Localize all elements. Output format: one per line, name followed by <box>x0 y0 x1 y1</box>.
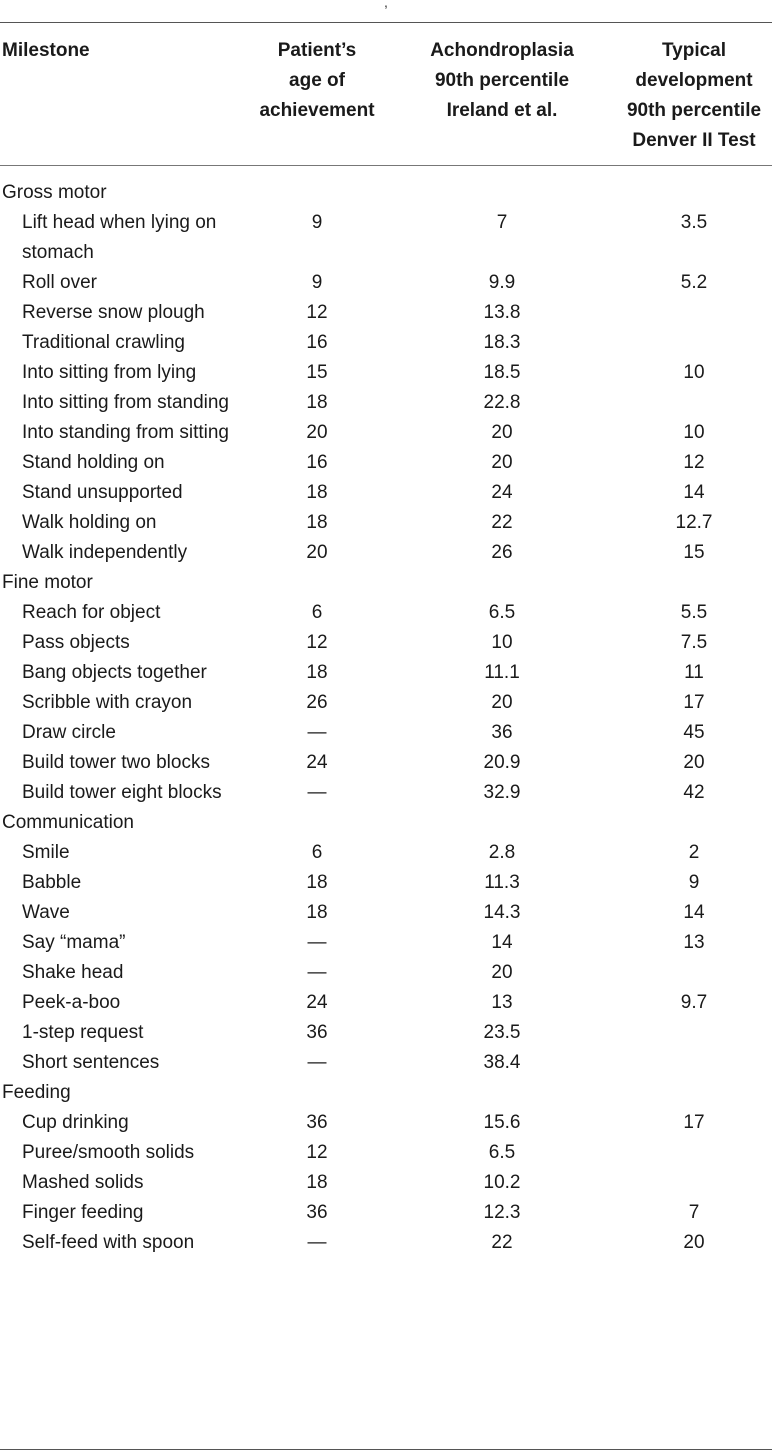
milestone-label: Into sitting from lying <box>22 362 197 383</box>
typical-development-cell: 15 <box>683 542 705 563</box>
milestone-label: Cup drinking <box>22 1112 129 1133</box>
patient-age-cell: 18 <box>306 902 328 923</box>
group-row <box>0 1078 772 1108</box>
milestone-label: Build tower eight blocks <box>22 782 222 803</box>
table-row <box>0 268 772 298</box>
achondroplasia-cell: 13 <box>491 992 513 1013</box>
table-body <box>0 178 772 1258</box>
table-row <box>0 448 772 478</box>
group-row <box>0 568 772 598</box>
table-row <box>0 1048 772 1078</box>
patient-age-cell: 36 <box>306 1022 328 1043</box>
header-patient-age: Patient’s age of achievement <box>259 40 375 121</box>
patient-age-cell: 12 <box>306 1142 328 1163</box>
typical-development-cell: 42 <box>683 782 705 803</box>
milestone-label: Into standing from sitting <box>22 422 229 443</box>
milestone-label: Traditional crawling <box>22 332 185 353</box>
patient-age-cell: 6 <box>311 602 323 623</box>
milestone-label: Stand unsupported <box>22 482 183 503</box>
typical-development-cell: 7 <box>688 1202 700 1223</box>
patient-age-cell: 16 <box>306 452 328 473</box>
table-row <box>0 1198 772 1228</box>
milestone-label: Bang objects together <box>22 662 207 683</box>
patient-age-cell: 6 <box>311 842 323 863</box>
achondroplasia-cell: 2.8 <box>488 842 516 863</box>
typical-development-cell: 20 <box>683 752 705 773</box>
table-header <box>0 36 772 156</box>
achondroplasia-cell: 20 <box>491 692 513 713</box>
milestone-label: Mashed solids <box>22 1172 144 1193</box>
milestone-label: Peek-a-boo <box>22 992 121 1013</box>
patient-age-cell: 36 <box>306 1112 328 1133</box>
table-row <box>0 418 772 448</box>
typical-development-cell: 12.7 <box>675 512 713 533</box>
patient-age-cell: — <box>307 1232 327 1253</box>
achondroplasia-cell: 6.5 <box>488 602 516 623</box>
achondroplasia-cell: 23.5 <box>483 1022 521 1043</box>
achondroplasia-cell: 15.6 <box>483 1112 521 1133</box>
patient-age-cell: 20 <box>306 422 328 443</box>
table-row <box>0 1138 772 1168</box>
patient-age-cell: — <box>307 1052 327 1073</box>
typical-development-cell: 20 <box>683 1232 705 1253</box>
patient-age-cell: 18 <box>306 482 328 503</box>
milestone-label: Draw circle <box>22 722 116 743</box>
table-row <box>0 928 772 958</box>
typical-development-cell: 14 <box>683 902 705 923</box>
patient-age-cell: 24 <box>306 992 328 1013</box>
table-header-rule <box>0 165 772 166</box>
patient-age-cell: 18 <box>306 872 328 893</box>
achondroplasia-cell: 14.3 <box>483 902 521 923</box>
achondroplasia-cell: 7 <box>496 212 508 233</box>
milestone-label: Finger feeding <box>22 1202 144 1223</box>
header-achondroplasia: Achondroplasia 90th percentile Ireland et al. <box>430 40 574 121</box>
typical-development-cell: 14 <box>683 482 705 503</box>
patient-age-cell: 12 <box>306 632 328 653</box>
milestone-label: Shake head <box>22 962 124 983</box>
achondroplasia-cell: 20.9 <box>483 752 521 773</box>
achondroplasia-cell: 22 <box>491 1232 513 1253</box>
patient-age-cell: 9 <box>311 272 323 293</box>
table-row <box>0 1018 772 1048</box>
achondroplasia-cell: 6.5 <box>488 1142 516 1163</box>
achondroplasia-cell: 18.5 <box>483 362 521 383</box>
typical-development-cell: 9.7 <box>680 992 708 1013</box>
achondroplasia-cell: 20 <box>491 452 513 473</box>
group-label: Communication <box>2 812 134 833</box>
achondroplasia-cell: 22.8 <box>483 392 521 413</box>
patient-age-cell: 16 <box>306 332 328 353</box>
patient-age-cell: 18 <box>306 512 328 533</box>
patient-age-cell: 9 <box>311 212 323 233</box>
achondroplasia-cell: 10.2 <box>483 1172 521 1193</box>
table-row <box>0 958 772 988</box>
table-row <box>0 898 772 928</box>
achondroplasia-cell: 20 <box>491 422 513 443</box>
achondroplasia-cell: 22 <box>491 512 513 533</box>
typical-development-cell: 12 <box>683 452 705 473</box>
milestone-label: Short sentences <box>22 1052 160 1073</box>
table-row <box>0 388 772 418</box>
achondroplasia-cell: 26 <box>491 542 513 563</box>
milestone-label: Walk holding on <box>22 512 157 533</box>
patient-age-cell: — <box>307 932 327 953</box>
achondroplasia-cell: 13.8 <box>483 302 521 323</box>
typical-development-cell: 13 <box>683 932 705 953</box>
patient-age-cell: 20 <box>306 542 328 563</box>
group-label: Fine motor <box>2 572 93 593</box>
milestone-label: Say “mama” <box>22 932 126 953</box>
achondroplasia-cell: 20 <box>491 962 513 983</box>
typical-development-cell: 45 <box>683 722 705 743</box>
patient-age-cell: 18 <box>306 662 328 683</box>
group-row <box>0 178 772 208</box>
patient-age-cell: — <box>307 962 327 983</box>
table-row <box>0 688 772 718</box>
typical-development-cell: 5.2 <box>680 272 708 293</box>
milestone-label: 1-step request <box>22 1022 144 1043</box>
table-row <box>0 988 772 1018</box>
typical-development-cell: 2 <box>688 842 700 863</box>
patient-age-cell: 24 <box>306 752 328 773</box>
table-row <box>0 538 772 568</box>
milestone-label: Pass objects <box>22 632 130 653</box>
table-row <box>0 778 772 808</box>
table-row <box>0 718 772 748</box>
patient-age-cell: 12 <box>306 302 328 323</box>
achondroplasia-cell: 36 <box>491 722 513 743</box>
achondroplasia-cell: 9.9 <box>488 272 516 293</box>
patient-age-cell: 18 <box>306 392 328 413</box>
typical-development-cell: 17 <box>683 1112 705 1133</box>
table-row <box>0 868 772 898</box>
typical-development-cell: 5.5 <box>680 602 708 623</box>
typical-development-cell: 17 <box>683 692 705 713</box>
header-typical-development: Typical development 90th percentile Denver II Test <box>626 40 762 151</box>
achondroplasia-cell: 12.3 <box>483 1202 521 1223</box>
milestone-label: Babble <box>22 872 82 893</box>
milestone-label: Into sitting from standing <box>22 392 229 413</box>
milestone-label: Scribble with crayon <box>22 692 193 713</box>
milestone-label: Reverse snow plough <box>22 302 205 323</box>
milestone-label: Stand holding on <box>22 452 165 473</box>
patient-age-cell: 36 <box>306 1202 328 1223</box>
achondroplasia-cell: 24 <box>491 482 513 503</box>
achondroplasia-cell: 11.1 <box>484 662 520 683</box>
table-row <box>0 748 772 778</box>
table-row <box>0 658 772 688</box>
table-row <box>0 628 772 658</box>
patient-age-cell: 15 <box>306 362 328 383</box>
group-row <box>0 808 772 838</box>
group-label: Gross motor <box>2 182 107 203</box>
table-row <box>0 208 772 268</box>
milestone-label: Puree/smooth solids <box>22 1142 195 1163</box>
patient-age-cell: 18 <box>306 1172 328 1193</box>
top-mark: , <box>384 0 388 10</box>
achondroplasia-cell: 10 <box>491 632 513 653</box>
table-row <box>0 478 772 508</box>
patient-age-cell: 26 <box>306 692 328 713</box>
typical-development-cell: 11 <box>684 662 704 683</box>
achondroplasia-cell: 14 <box>491 932 513 953</box>
achondroplasia-cell: 32.9 <box>483 782 521 803</box>
table-row <box>0 1108 772 1138</box>
group-label: Feeding <box>2 1082 71 1103</box>
typical-development-cell: 10 <box>683 362 705 383</box>
table-row <box>0 838 772 868</box>
header-milestone: Milestone <box>2 40 90 61</box>
achondroplasia-cell: 18.3 <box>483 332 521 353</box>
achondroplasia-cell: 11.3 <box>484 872 520 893</box>
milestone-label: Wave <box>22 902 70 923</box>
table-row <box>0 1168 772 1198</box>
milestone-label: Roll over <box>22 272 97 293</box>
milestone-label: Reach for object <box>22 602 161 623</box>
milestone-label: Self-feed with spoon <box>22 1232 195 1253</box>
patient-age-cell: — <box>307 722 327 743</box>
milestone-label: Walk independently <box>22 542 188 563</box>
milestone-label: Smile <box>22 842 70 863</box>
table-bottom-rule <box>0 1449 772 1450</box>
typical-development-cell: 3.5 <box>680 212 708 233</box>
table-row <box>0 508 772 538</box>
typical-development-cell: 7.5 <box>680 632 708 653</box>
milestone-label: Build tower two blocks <box>22 752 210 773</box>
table-row <box>0 298 772 328</box>
typical-development-cell: 9 <box>688 872 700 893</box>
table-row <box>0 358 772 388</box>
table-top-rule <box>0 22 772 23</box>
achondroplasia-cell: 38.4 <box>483 1052 521 1073</box>
table-row <box>0 1228 772 1258</box>
table-row <box>0 598 772 628</box>
patient-age-cell: — <box>307 782 327 803</box>
milestone-label: Lift head when lying on stomach <box>22 212 217 263</box>
typical-development-cell: 10 <box>683 422 705 443</box>
table-row <box>0 328 772 358</box>
